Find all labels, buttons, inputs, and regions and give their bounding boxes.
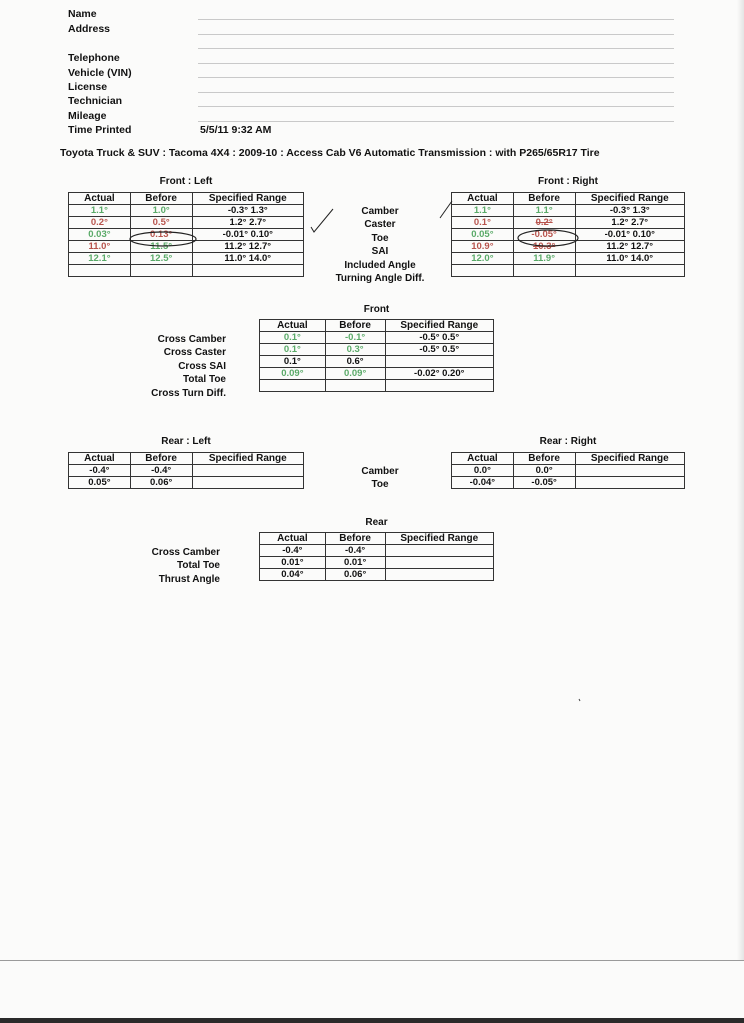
table-row (260, 545, 494, 557)
cross-label: Cross Camber (151, 547, 220, 558)
front-right-title: Front : Right (538, 176, 598, 187)
table-row (260, 380, 494, 392)
cell-actual: -0.4° (69, 465, 131, 477)
cell-range: 11.2° 12.7° (575, 241, 684, 253)
param-label: Camber (361, 466, 399, 477)
time-printed-label: Time Printed (68, 124, 132, 136)
circle-mark-right-toe (518, 230, 578, 246)
cell-actual: 0.09° (260, 368, 326, 380)
cell-before: 0.2° (513, 217, 575, 229)
cell-range (385, 545, 494, 557)
rear-cross-labels (100, 546, 220, 586)
cell-range: -0.02° 0.20° (385, 368, 494, 380)
cell-actual: 0.1° (260, 356, 326, 368)
circle-mark-left-toe (130, 232, 196, 246)
mileage-label: Mileage (68, 110, 107, 122)
rear-right-table (451, 452, 685, 489)
stray-mark (579, 699, 580, 701)
front-cross-labels (100, 333, 226, 400)
cross-label: Cross Camber (157, 334, 226, 345)
cell-before: 0.13° (130, 229, 192, 241)
cell-actual: 0.1° (452, 217, 514, 229)
rear-cross-table (259, 532, 494, 581)
column-header-range: Specified Range (385, 320, 494, 332)
rear-left-title: Rear : Left (161, 436, 211, 447)
cell-before: 0.6° (325, 356, 385, 368)
column-header-before: Before (325, 320, 385, 332)
cell-actual: 0.05° (69, 477, 131, 489)
cell-actual: 0.01° (260, 557, 326, 569)
time-printed-value: 5/5/11 9:32 AM (200, 124, 272, 136)
cell-actual: 12.0° (452, 253, 514, 265)
column-header-range: Specified Range (385, 533, 494, 545)
param-label: Toe (371, 479, 389, 491)
cell-actual: 0.0° (452, 465, 514, 477)
scanner-bottom-bar (0, 1018, 744, 1023)
cell-range: 11.0° 14.0° (575, 253, 684, 265)
table-row (260, 368, 494, 380)
column-header-actual: Actual (69, 193, 131, 205)
front-cross-table (259, 319, 494, 392)
cell-actual: 12.1° (69, 253, 131, 265)
cell-range: -0.01° 0.10° (575, 229, 684, 241)
cell-before (325, 380, 385, 392)
vehicle-description: Toyota Truck & SUV : Tacoma 4X4 : 2009-10 : Access Cab V6 Automatic Transmission : with P265/65R17 Tire (60, 147, 600, 159)
column-header-actual: Actual (69, 453, 131, 465)
cell-range (385, 380, 494, 392)
cell-before: 11.5° (130, 241, 192, 253)
cell-range (385, 356, 494, 368)
table-row (452, 477, 685, 489)
table-row (69, 477, 304, 489)
cell-actual: 0.1° (260, 344, 326, 356)
cross-label: Total Toe (183, 374, 226, 386)
cell-actual: 0.05° (452, 229, 514, 241)
cell-actual: 0.1° (260, 332, 326, 344)
cell-actual: 11.0° (69, 241, 131, 253)
cross-label: Cross SAI (178, 360, 226, 372)
cell-before: -0.1° (325, 332, 385, 344)
column-header-before: Before (325, 533, 385, 545)
column-header-before: Before (130, 453, 192, 465)
cell-range (192, 465, 303, 477)
cell-range: -0.5° 0.5° (385, 344, 494, 356)
column-header-range: Specified Range (192, 453, 303, 465)
cell-before: 0.5° (130, 217, 192, 229)
column-header-actual: Actual (452, 193, 514, 205)
cell-range (575, 477, 684, 489)
cell-range: 11.2° 12.7° (192, 241, 303, 253)
cross-label: Thrust Angle (158, 573, 220, 585)
cell-range (385, 569, 494, 581)
cell-actual: 1.1° (452, 205, 514, 217)
front-cross-title: Front (363, 304, 390, 315)
column-header-range: Specified Range (575, 193, 684, 205)
check-mark-right (440, 201, 452, 218)
check-mark-left (311, 209, 333, 232)
cell-actual: -0.4° (260, 545, 326, 557)
cell-range: 1.2° 2.7° (192, 217, 303, 229)
cell-before: 0.09° (325, 368, 385, 380)
rear-left-table (68, 452, 304, 489)
cell-before: 0.06° (130, 477, 192, 489)
column-header-range: Specified Range (575, 453, 684, 465)
cell-range (385, 557, 494, 569)
cell-before: 10.3° (513, 241, 575, 253)
table-row (260, 569, 494, 581)
param-label: Camber (361, 206, 399, 217)
paper-edge (0, 960, 744, 961)
cross-label: Cross Caster (163, 347, 226, 359)
rear-parameter-labels (310, 465, 450, 492)
cell-actual: 0.2° (69, 217, 131, 229)
cell-range: 11.0° 14.0° (192, 253, 303, 265)
param-label: Toe (371, 232, 389, 244)
cell-range: -0.5° 0.5° (385, 332, 494, 344)
rear-right-title: Rear : Right (539, 436, 597, 447)
cross-label: Total Toe (177, 560, 220, 572)
telephone-label: Telephone (68, 52, 120, 64)
column-header-before: Before (130, 193, 192, 205)
param-label: Included Angle (344, 259, 416, 271)
cell-range: 1.2° 2.7° (575, 217, 684, 229)
table-row (260, 344, 494, 356)
scan-margin-shadow (737, 0, 744, 960)
cross-label: Cross Turn Diff. (151, 387, 226, 399)
table-row (260, 356, 494, 368)
cell-before: -0.4° (130, 465, 192, 477)
column-header-actual: Actual (260, 533, 326, 545)
vehicle-label: Vehicle (VIN) (68, 67, 132, 79)
address-label: Address (68, 23, 111, 35)
column-header-actual: Actual (452, 453, 514, 465)
cell-actual: -0.04° (452, 477, 514, 489)
cell-range: -0.01° 0.10° (192, 229, 303, 241)
table-row (260, 332, 494, 344)
cell-range (192, 477, 303, 489)
cell-before: -0.05° (513, 477, 575, 489)
cell-range (575, 465, 684, 477)
rear-cross-title: Rear (365, 517, 388, 528)
cell-before: 0.01° (325, 557, 385, 569)
cell-before: -0.05° (513, 229, 575, 241)
name-label: Name (68, 8, 97, 20)
cell-before: 0.06° (325, 569, 385, 581)
table-row (260, 557, 494, 569)
cell-actual: 0.03° (69, 229, 131, 241)
table-row (452, 465, 685, 477)
license-label: License (68, 81, 108, 93)
cell-actual (260, 380, 326, 392)
table-row (69, 465, 304, 477)
param-label: SAI (371, 246, 389, 258)
column-header-actual: Actual (260, 320, 326, 332)
cell-before: 11.9° (513, 253, 575, 265)
cell-before: 12.5° (130, 253, 192, 265)
cell-before: 0.3° (325, 344, 385, 356)
cell-before: 1.0° (130, 205, 192, 217)
column-header-range: Specified Range (192, 193, 303, 205)
cell-before: -0.4° (325, 545, 385, 557)
cell-before: 0.0° (513, 465, 575, 477)
cell-range: -0.3° 1.3° (192, 205, 303, 217)
technician-label: Technician (68, 95, 123, 107)
cell-actual: 0.04° (260, 569, 326, 581)
column-header-before: Before (513, 193, 575, 205)
cell-actual: 10.9° (452, 241, 514, 253)
cell-actual: 1.1° (69, 205, 131, 217)
column-header-before: Before (513, 453, 575, 465)
param-label: Turning Angle Diff. (335, 272, 425, 284)
cell-range: -0.3° 1.3° (575, 205, 684, 217)
front-left-title: Front : Left (159, 176, 213, 187)
cell-before: 1.1° (513, 205, 575, 217)
param-label: Caster (364, 219, 396, 231)
